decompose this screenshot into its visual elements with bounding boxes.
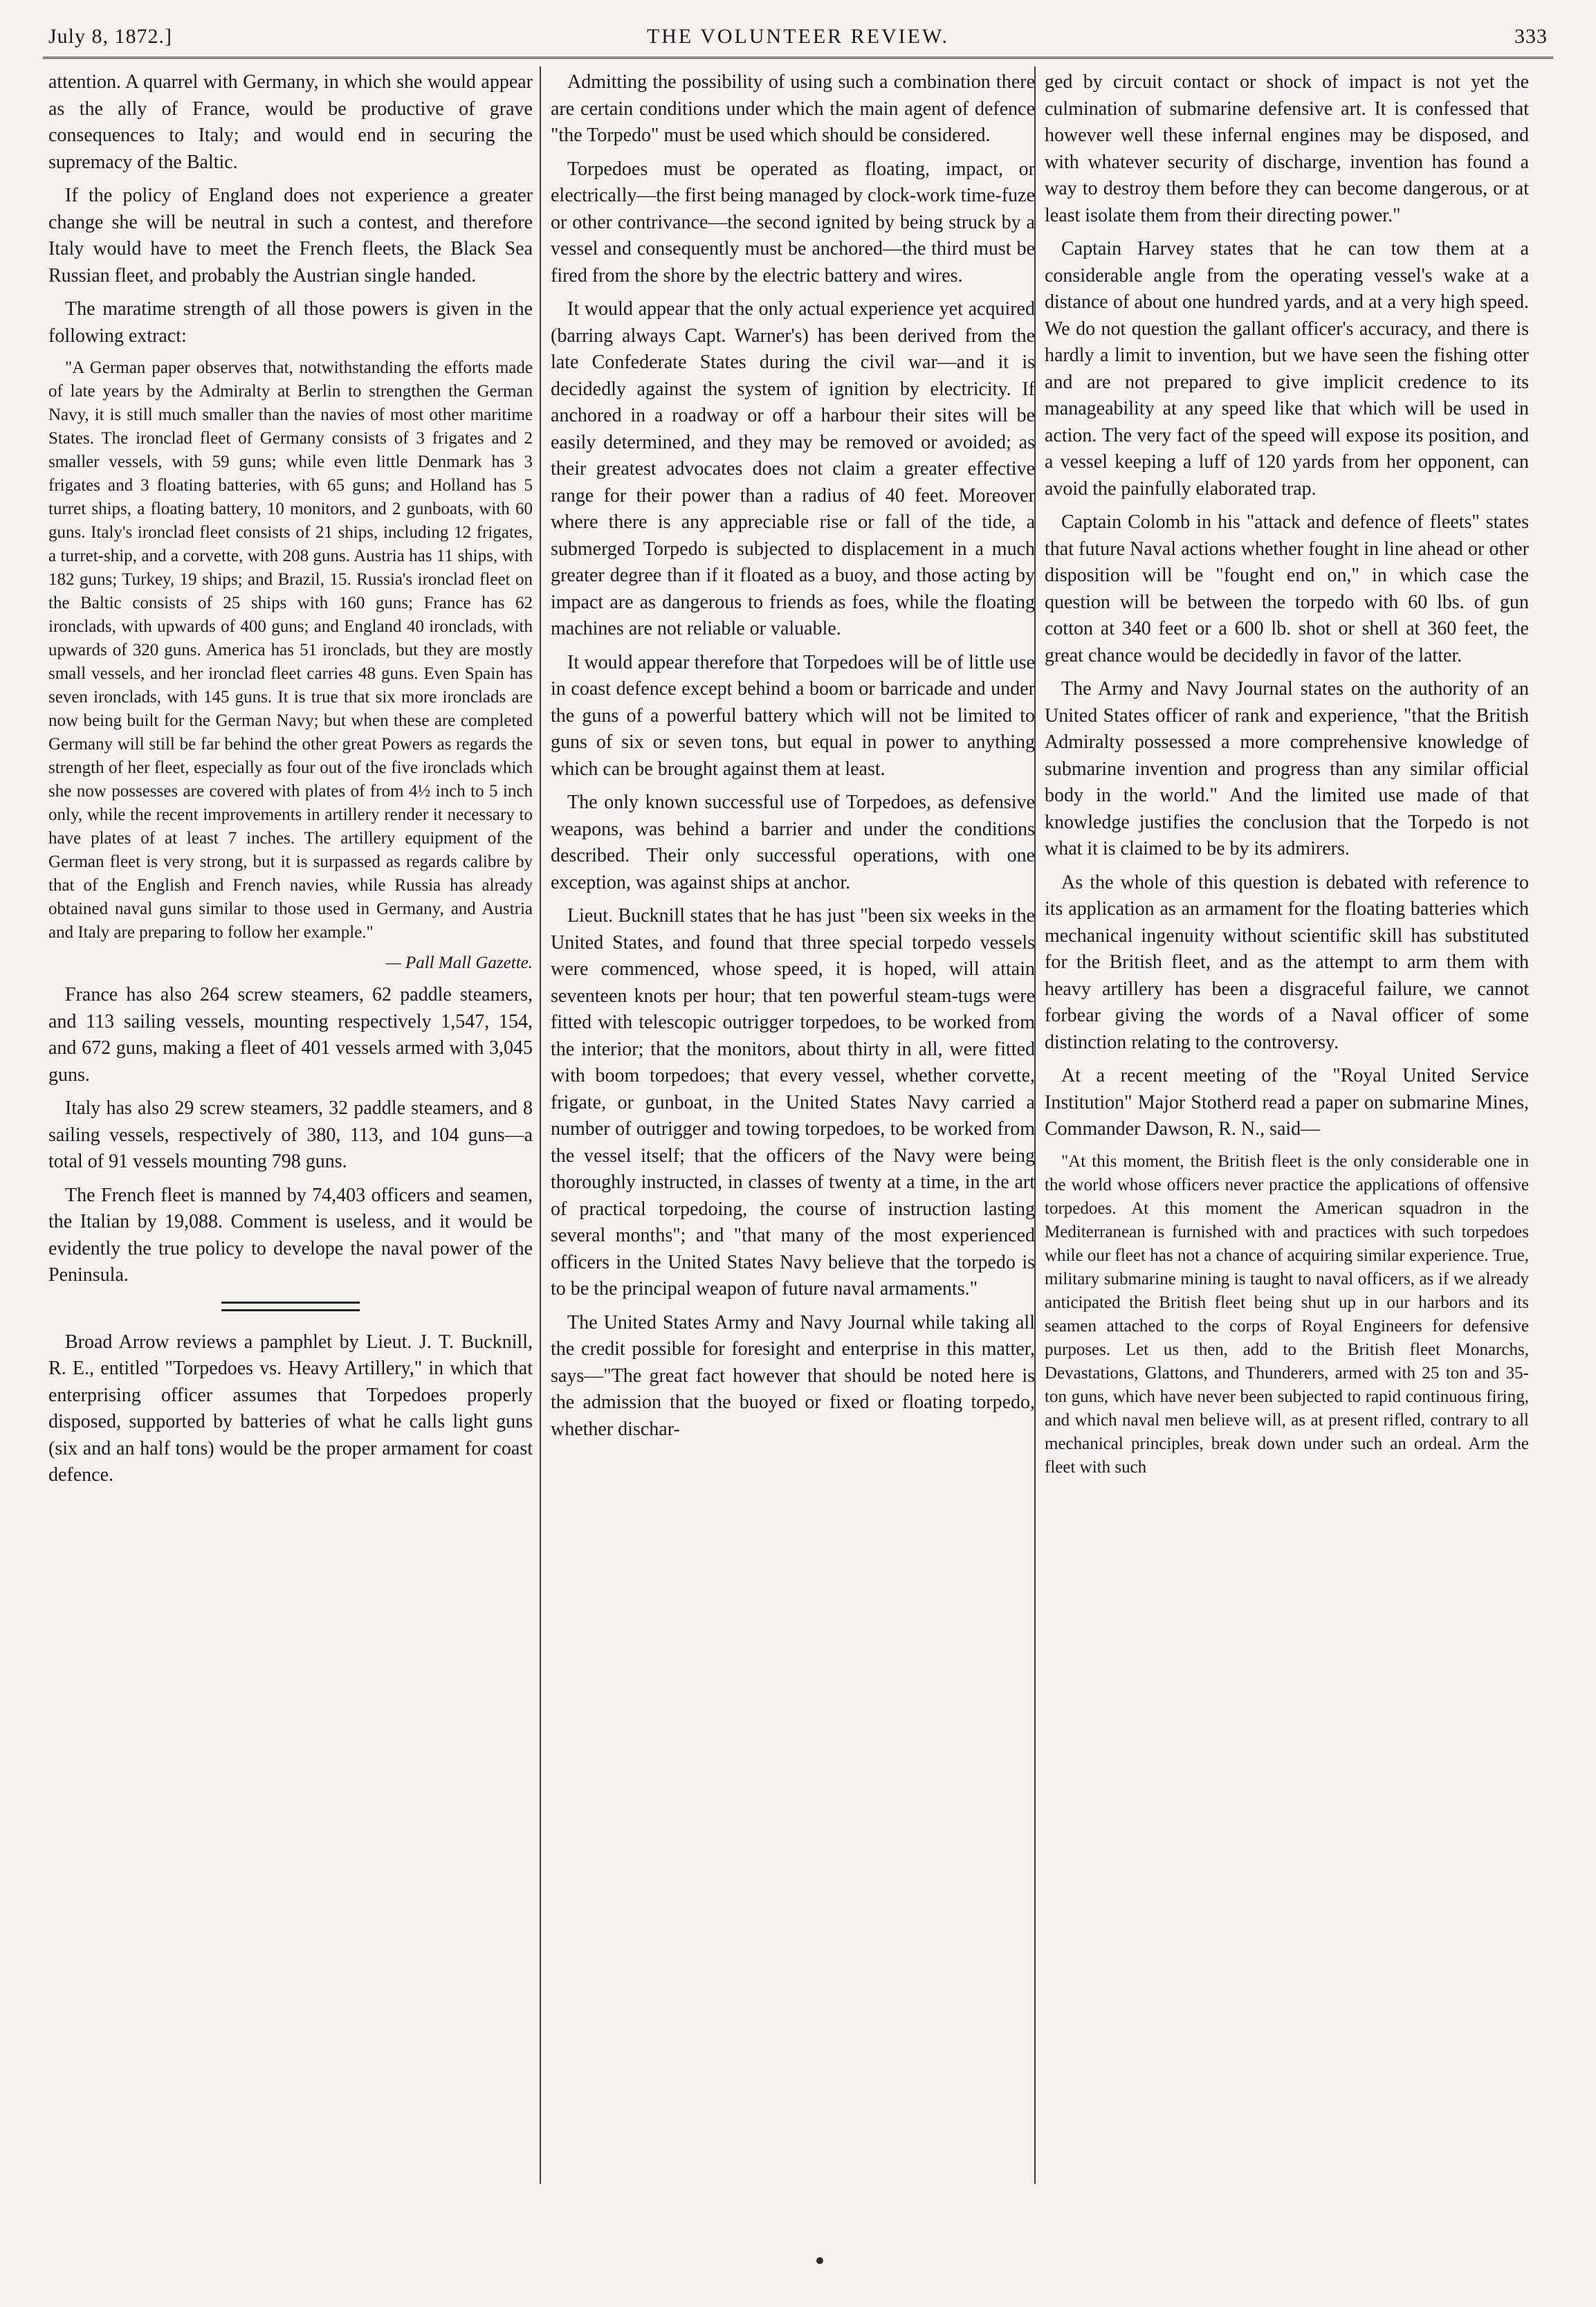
- paragraph: France has also 264 screw steamers, 62 paddle steamers, and 113 sailing vessels, mounting respectively 1,547, 154, and 672 guns, making a fleet of 401 vessels armed with 3,045 guns.: [48, 984, 533, 1086]
- paragraph: The only known successful use of Torpedoes, as defensive weapons, was behind a barrier and under the conditions described. Their only successful operations, with one exception, was against ships at anchor.: [551, 792, 1035, 893]
- newspaper-title: THE VOLUNTEER REVIEW.: [646, 25, 950, 48]
- paragraph: ged by circuit contact or shock of impact is not yet the culmination of submarine defensive art. It is confessed that however well these infernal engines may be disposed, and with whatever security of discharge, invention has found a way to destroy them before they can become dangerous, or at least isolate them from their directing power.": [1045, 71, 1529, 226]
- page-number: 333: [1514, 25, 1548, 48]
- paragraph: The Army and Navy Journal states on the authority of an United States officer of rank and experience, "that the British Admiralty possessed a more comprehensive knowledge of submarine invention and progress than any similar official body in the world." And the limited use made of that knowledge justifies the conclusion that the Torpedo is not what it is claimed to be by its admirers.: [1045, 678, 1529, 859]
- column-middle: [551, 69, 1035, 2180]
- paragraph: It would appear therefore that Torpedoes will be of little use in coast defence except behind a boom or barricade and under the guns of a powerful battery which will not be limited to guns of six or seven tons, but equal in power to anything which can be brought against them at least.: [551, 651, 1035, 780]
- issue-date: July 8, 1872.]: [48, 25, 172, 48]
- paragraph: If the policy of England does not experience a greater change she will be neutral in such a contest, and therefore Italy would have to meet the French fleets, the Black Sea Russian fleet, and probably the Austrian single handed.: [48, 185, 533, 286]
- paragraph: Torpedoes must be operated as floating, impact, or electrically—the first being managed by clock-work time-fuze or other contrivance—the second ignited by being struck by a vessel and consequently must be anchored—the third must be fired from the shore by the electric battery and wires.: [551, 158, 1035, 286]
- quoted-speech: "At this moment, the British fleet is the only considerable one in the world whose officers never practice the applications of offensive torpedoes. At this moment the American squadron in the Mediterranean is furnished with and practices with such torpedoes while our fleet has not a chance of acquiring similar experience. True, military submarine mining is taught to naval officers, as if we already anticipated the British fleet being shut up in our harbors and its seamen attached to the corps of Royal Engineers for defensive purposes. Let us then, add to the British fleet Monarchs, Devastations, Glattons, and Thunderers, armed with 25 ton and 35-ton guns, which have never been subjected to rapid continuous firing, and which naval men believe will, as at present rifled, contrary to all mechanical principles, break down under such an ordeal. Arm the fleet with such: [1045, 1151, 1529, 1477]
- section-divider: [221, 1302, 360, 1311]
- paragraph: The United States Army and Navy Journal while taking all the credit possible for foresight and enterprise in this matter, says—"The great fact however that should be noted here is the admission that the buoyed or fixed or floating torpedo, whether dischar-: [551, 1311, 1035, 1440]
- paragraph: Captain Colomb in his "attack and defence of fleets" states that future Naval actions whether fought in line ahead or other disposition will be "fought end on," in which case the question will be between the torpedo with 60 lbs. of gun cotton at 340 feet or a 600 lb. shot or shell at 360 feet, the great chance would be decidedly in favor of the latter.: [1045, 511, 1529, 666]
- paragraph: Captain Harvey states that he can tow them at a considerable angle from the operating vessel's wake at a distance of about one hundred yards, and at a very high speed. We do not question the gallant officer's accuracy, and there is hardly a limit to invention, but we have seen the fishing otter and are not prepared to give implicit credence to its manageability at any speed like that which will be used in action. The very fact of the speed will expose its position, and a vessel keeping a luff of 120 yards from her opponent, can avoid the painfully elaborated trap.: [1045, 238, 1529, 500]
- paragraph: The French fleet is manned by 74,403 officers and seamen, the Italian by 19,088. Comment is useless, and it would be evidently the true policy to develope the naval power of the Peninsula.: [48, 1184, 533, 1286]
- paragraph: attention. A quarrel with Germany, in which she would appear as the ally of France, would be productive of grave consequences to Italy; and would end in securing the supremacy of the Baltic.: [48, 71, 533, 173]
- header-rule: [43, 57, 1553, 59]
- paragraph: At a recent meeting of the "Royal United Service Institution" Major Stotherd read a paper on submarine Mines, Commander Dawson, R. N., said—: [1045, 1065, 1529, 1140]
- paragraph: It would appear that the only actual experience yet acquired (barring always Capt. Warner's) has been derived from the late Confederate States during the civil war—and it is decidedly against the system of ignition by electricity. If anchored in a roadway or off a harbour their sites will be easily determined, and they may be removed or avoided; as their greatest advocates does not claim a greater effective range for their power than a radius of 40 feet. Moreover where there is any appreciable rise or fall of the tide, a submerged Torpedo is subjected to displacement in a much greater degree than if it floated as a buoy, and those acting by impact are as dangerous to friends as foes, while the floating machines are not reliable or valuable.: [551, 298, 1035, 639]
- paragraph: The maratime strength of all those powers is given in the following extract:: [48, 298, 533, 347]
- column-divider-1: [540, 66, 541, 2184]
- paragraph: Lieut. Bucknill states that he has just "been six weeks in the United States, and found that three special torpedo vessels were commenced, whose speed, it is hoped, will attain seventeen knots per hour; that ten powerful steam-tugs were fitted with telescopic outrigger torpedoes, to be worked from the interior; that the monitors, about thirty in all, were fitted with boom torpedoes; that every vessel, whether corvette, frigate, or gunboat, in the United States Navy carried a number of outrigger and towing torpedoes, to be worked from the vessel itself; that the officers of the Navy were being thoroughly instructed, in classes of twenty at a time, in the art of practical torpedoing, the course of instruction lasting several months"; and "that many of the most experienced officers in the United States Navy believe that the torpedo is to be the principal weapon of future naval armaments.": [551, 905, 1035, 1300]
- paragraph: As the whole of this question is debated with reference to its application as an armament for the floating batteries which mechanical ingenuity without scientific skill has substituted for the British fleet, and as the attempt to arm them with heavy artillery has been a disgraceful failure, we cannot forbear giving the words of a Naval officer of some distinction relating to the controversy.: [1045, 871, 1529, 1053]
- source-citation: — Pall Mall Gazette.: [385, 954, 533, 972]
- quoted-extract: "A German paper observes that, notwithstanding the efforts made of late years by the Admiralty at Berlin to strengthen the German Navy, it is still much smaller than the navies of most other maritime States. The ironclad fleet of Germany consists of 3 frigates and 2 smaller vessels, with 59 guns; while even little Denmark has 3 frigates and 3 floating batteries, with 65 guns; and Holland has 5 turret ships, a floating battery, 10 monitors, and 2 gunboats, with 60 guns. Italy's ironclad fleet consists of 21 ships, including 12 frigates, a turret-ship, and a corvette, with 208 guns. Austria has 11 ships, with 182 guns; Turkey, 19 ships; and Brazil, 15. Russia's ironclad fleet on the Baltic consists of 25 ships with 160 guns; France has 62 ironclads, with upwards of 400 guns; and England 40 ironclads, with upwards of 320 guns. America has 51 ironclads, but they are mostly small vessels, and her ironclad fleet carries 48 guns. Even Spain has seven ironclads, with 145 guns. It is true that six more ironclads are now being built for the German Navy; but when these are completed Germany will still be far behind the other great Powers as regards the strength of her fleet, especially as four out of the five ironclads which she now possesses are covered with plates of from 4½ inch to 5 inch only, while the recent improvements in artillery render it necessary to have plates of at least 7 inches. The artillery equipment of the German fleet is very strong, but it is surpassed as regards calibre by that of the English and French navies, while Russia has already obtained naval guns similar to those used in Germany, and Austria and Italy are preparing to follow her example.": [48, 358, 533, 942]
- paragraph: Broad Arrow reviews a pamphlet by Lieut. J. T. Bucknill, R. E., entitled "Torpedoes vs. Heavy Artillery," in which that enterprising officer assumes that Torpedoes properly disposed, supported by batteries of what he calls light guns (six and an half tons) would be the proper armament for coast defence.: [48, 1331, 533, 1486]
- page-header: [48, 7, 1548, 57]
- column-left: [48, 69, 533, 2180]
- column-right: [1045, 69, 1529, 2180]
- paragraph: Italy has also 29 screw steamers, 32 paddle steamers, and 8 sailing vessels, respectively of 380, 113, and 104 guns—a total of 91 vessels mounting 798 guns.: [48, 1097, 533, 1172]
- paragraph: Admitting the possibility of using such a combination there are certain conditions under which the main agent of defence "the Torpedo" must be used which should be considered.: [551, 71, 1035, 146]
- print-mark: [816, 2257, 823, 2264]
